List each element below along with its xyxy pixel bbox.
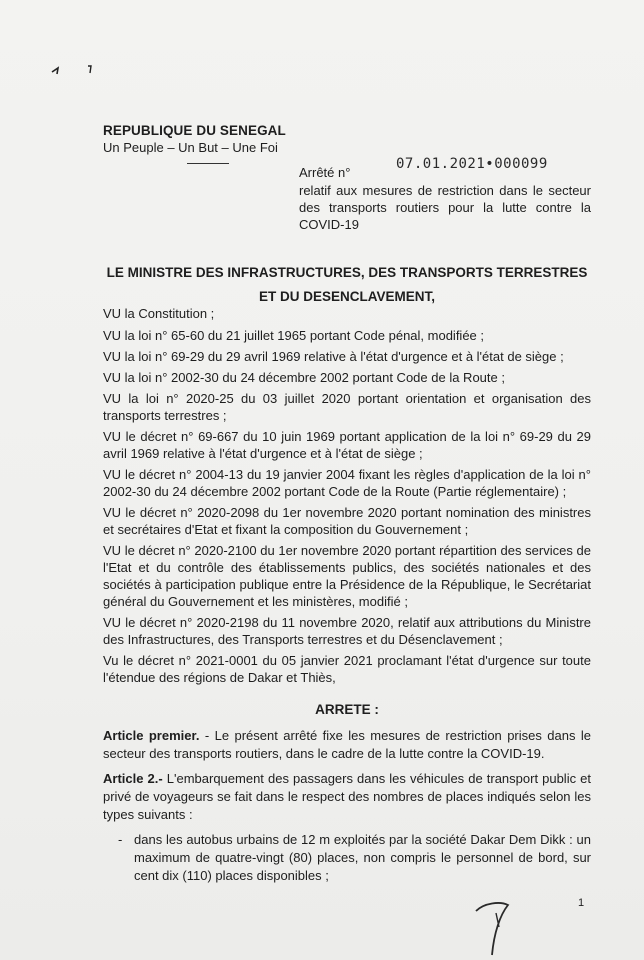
header-divider — [187, 163, 229, 164]
legal-reference-item: VU le décret n° 2020-2098 du 1er novembre 2020 portant nomination des ministres et secrétaires d'Etat et fixant la composition du Gouvernement ; — [103, 505, 591, 537]
legal-reference-item: VU le décret n° 2020-2198 du 11 novembre 2020, relatif aux attributions du Ministre des Infrastructures, des Transports terrestres et du Désenclavement ; — [103, 615, 591, 647]
article-text: L'embarquement des passagers dans les véhicules de transport public et privé de voyageurs se fait dans le respect des nombres de places indiqués selon les types suivants : — [103, 771, 591, 822]
legal-reference-item: VU la loi n° 69-29 du 29 avril 1969 relative à l'état d'urgence et à l'état de siège ; — [103, 349, 564, 364]
list-item — [103, 831, 591, 885]
legal-references — [103, 305, 591, 690]
signature-initials — [470, 893, 530, 959]
legal-reference-item: Vu le décret n° 2021-0001 du 05 janvier 2021 proclamant l'état d'urgence sur toute l'étendue des régions de Dakar et Thiès, — [103, 653, 591, 685]
legal-reference-item: VU la Constitution ; — [103, 306, 215, 321]
minister-title — [103, 261, 591, 309]
legal-reference-item: VU la loi n° 2002-30 du 24 décembre 2002 portant Code de la Route ; — [103, 370, 505, 385]
republic-header — [103, 123, 286, 155]
legal-reference-item: VU le décret n° 69-667 du 10 juin 1969 portant application de la loi n° 69-29 du 29 avril 1969 relative à l'état d'urgence et à l'état de siège ; — [103, 429, 591, 461]
list-item-text: dans les autobus urbains de 12 m exploités par la société Dakar Dem Dikk : un maximum de quatre-vingt (80) places, non compris le personnel de bord, sur cent dix (110) places disponibles ; — [134, 832, 591, 883]
article-heading: Article premier. — [103, 728, 200, 743]
legal-reference-item: VU le décret n° 2020-2100 du 1er novembre 2020 portant répartition des services de l'Etat et du contrôle des établissements publics, des sociétés nationales et des sociétés à participation publique entre la Présidence de la République, le Secrétariat général du Gouvernement et les ministères, modifié ; — [103, 543, 591, 609]
arrete-heading: ARRETE : — [315, 702, 379, 717]
article-2 — [103, 770, 591, 824]
legal-reference-item: VU la loi n° 2020-25 du 03 juillet 2020 portant orientation et organisation des transports terrestres ; — [103, 391, 591, 423]
minister-title-line: ET DU DESENCLAVEMENT, — [258, 289, 435, 304]
article-text: - Le présent arrêté fixe les mesures de restriction prises dans le secteur des transports routiers, dans le cadre de la lutte contre la COVID-19. — [103, 728, 592, 761]
article-1 — [103, 727, 591, 763]
legal-reference-item: VU le décret n° 2004-13 du 19 janvier 2004 fixant les règles d'application de la loi n° 2002-30 du 24 décembre 2002 portant Code de la Route (Partie réglementaire) ; — [103, 467, 591, 499]
legal-reference-item: VU la loi n° 65-60 du 21 juillet 1965 portant Code pénal, modifiée ; — [103, 328, 484, 343]
article-heading: Article 2.- — [103, 771, 163, 786]
arrete-subject: relatif aux mesures de restriction dans le secteur des transports routiers pour la lutte contre la COVID-19 — [299, 183, 591, 232]
scan-marks — [50, 60, 100, 80]
arrete-reference — [299, 156, 591, 233]
bullet-dash: - — [118, 832, 123, 847]
page-number: 1 — [578, 897, 585, 909]
arrete-label: Arrêté n° — [299, 165, 351, 180]
arrete-number: 07.01.2021•000099 — [396, 156, 548, 172]
country-name: REPUBLIQUE DU SENEGAL — [103, 123, 286, 138]
national-motto: Un Peuple – Un But – Une Foi — [103, 140, 278, 155]
minister-title-line: LE MINISTRE DES INFRASTRUCTURES, DES TRANSPORTS TERRESTRES — [106, 265, 588, 280]
articles — [103, 727, 591, 885]
